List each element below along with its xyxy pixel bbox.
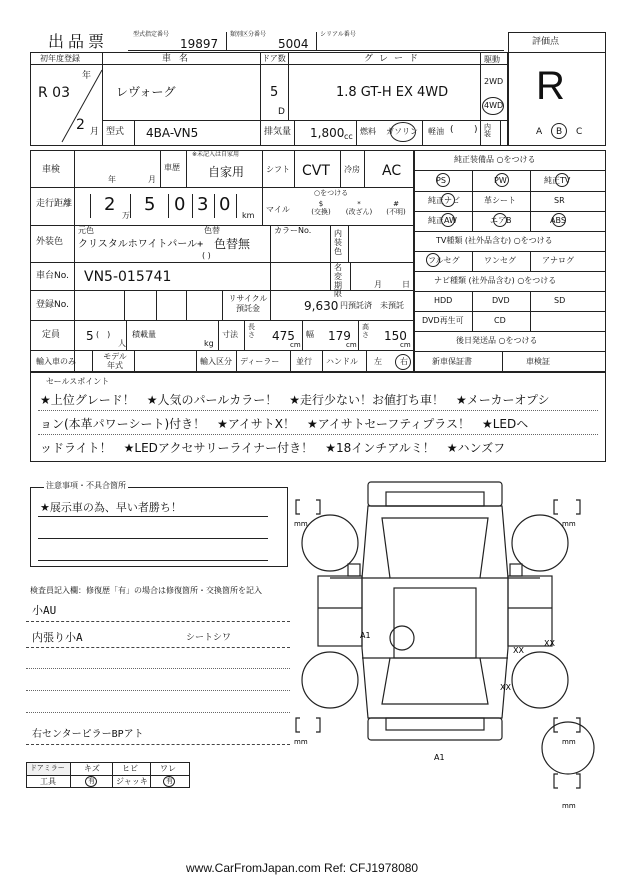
mileage-digit-5: 0 bbox=[219, 194, 231, 215]
nav-title: ナビ種類 (社外品含む) ○をつける bbox=[434, 276, 557, 285]
sales-label: セールスポイント bbox=[46, 377, 110, 386]
category-label: 類別区分番号 bbox=[230, 31, 267, 38]
fuel-gas: ガソリン bbox=[386, 127, 418, 136]
tire-rear-left bbox=[302, 652, 358, 708]
drive-4wd-circle bbox=[482, 97, 504, 115]
mm-label-2: mm bbox=[562, 520, 576, 528]
equip-abs: ABS bbox=[550, 216, 566, 225]
mm-label-5: mm bbox=[562, 802, 576, 810]
equip-ps: PS bbox=[436, 176, 446, 185]
eval-score: R bbox=[536, 64, 565, 108]
length-value: 475 bbox=[272, 329, 295, 343]
sales-line-1: ★上位グレード！ ★人気のパールカラー！ ★走行少ない！お値打ち車！ ★メーカーオプシ bbox=[40, 393, 550, 407]
height-value: 150 bbox=[384, 329, 407, 343]
reg-no-label: 登録No. bbox=[36, 300, 69, 310]
type-value: 4BA-VN5 bbox=[146, 126, 199, 140]
mm-label-4: mm bbox=[562, 738, 576, 746]
inspector-line-1: 小AU bbox=[32, 604, 57, 617]
car-name: レヴォーグ bbox=[116, 85, 176, 99]
mileage-label: 走行距離 bbox=[36, 199, 73, 209]
fuel-label: 燃料 bbox=[360, 127, 376, 136]
inspector-line-3: 右センターピラーBPアト bbox=[32, 729, 144, 740]
name-change-label: 名変期限 bbox=[334, 263, 342, 299]
tv-fullseg: フルセグ bbox=[428, 256, 460, 265]
width-value: 179 bbox=[328, 329, 351, 343]
equip-sr: SR bbox=[554, 196, 565, 205]
interior-b: B bbox=[556, 127, 563, 137]
tire-rear-right bbox=[512, 652, 568, 708]
equip-airbag: エアB bbox=[490, 216, 512, 225]
grade-label: グレード bbox=[364, 54, 425, 64]
year-label: 初年度登録 bbox=[40, 54, 80, 63]
svg-text:XX: XX bbox=[544, 639, 555, 648]
vin-label: 車台No. bbox=[36, 271, 69, 281]
equip-aw: 純正AW bbox=[428, 216, 457, 225]
interior-color-label: 内装色 bbox=[334, 229, 342, 256]
mm-label-1: mm bbox=[294, 520, 308, 528]
history-label: 車歴 bbox=[164, 163, 180, 172]
handle-right-circle bbox=[395, 354, 411, 370]
model-designation-label: 型式指定番号 bbox=[133, 31, 170, 38]
mileage-digit-4: 3 bbox=[197, 194, 209, 215]
recycle-value: 9,630 bbox=[304, 299, 339, 313]
damage-mark-a1-left: A1 bbox=[360, 631, 371, 640]
exterior-label: 外装色 bbox=[36, 237, 64, 247]
color-change: 色替無 bbox=[214, 237, 251, 251]
equipment-title: 純正装備品 ○をつける bbox=[454, 155, 536, 164]
interior-label: 内装 bbox=[484, 123, 491, 138]
equip-leather: 革シート bbox=[484, 196, 516, 205]
mileage-digit-2: 5 bbox=[144, 194, 156, 215]
drive-label: 駆動 bbox=[484, 55, 500, 64]
history-value: 自家用 bbox=[208, 165, 245, 179]
ac-label: 冷房 bbox=[344, 165, 360, 174]
doors-label: ドア数 bbox=[262, 54, 286, 63]
inspector-line-2a: 内張り小A bbox=[32, 631, 83, 644]
sales-line-2: ョン(本革パワーシート)付き！ ★アイサトX！ ★アイサトセーフティプラス！ ★LEDヘ bbox=[40, 417, 529, 431]
mileage-digit-3: 0 bbox=[174, 194, 186, 215]
mm-label-3: mm bbox=[294, 738, 308, 746]
car-damage-diagram bbox=[290, 478, 620, 818]
notes-box bbox=[30, 487, 288, 567]
capacity-value: 5 bbox=[86, 329, 94, 343]
notes-label: 注意事項・不具合箇所 bbox=[46, 481, 126, 490]
type-label: 型式 bbox=[106, 127, 125, 137]
tools-yes: 有 bbox=[88, 777, 95, 785]
tire-front-left bbox=[302, 515, 358, 571]
doors-value: 5 bbox=[270, 85, 279, 100]
mileage-digit-1: 2 bbox=[104, 194, 116, 215]
handle-right: 右 bbox=[400, 357, 408, 366]
serial-label: シリアル番号 bbox=[320, 31, 356, 38]
shift-label: シフト bbox=[266, 165, 290, 174]
fuel-diesel: 軽油 bbox=[428, 127, 444, 136]
tire-spare bbox=[542, 722, 594, 774]
docs-title: 後日発送品 ○をつける bbox=[456, 336, 538, 345]
damage-mark-a1-rear: A1 bbox=[434, 753, 445, 762]
jack-yes: 有 bbox=[166, 777, 173, 785]
damage-mark-xx-2: XX bbox=[500, 683, 511, 692]
car-name-label: 車名 bbox=[162, 54, 197, 64]
damage-mark-xx-1: XX bbox=[513, 646, 524, 655]
import-label: 輸入車のみ bbox=[36, 357, 76, 366]
era-year: R 03 bbox=[38, 85, 70, 101]
original-color: クリスタルホワイトパール+ bbox=[78, 239, 204, 250]
equip-nav: 純正ナビ bbox=[428, 196, 460, 205]
interior-b-circle bbox=[551, 123, 567, 139]
sales-line-3: ッドライト！ ★LEDアクセサリーライナー付き！ ★18インチアルミ！ ★ハンズフ bbox=[40, 441, 506, 455]
capacity-label: 定員 bbox=[42, 330, 61, 340]
inspector-label: 検査員記入欄：修復歴「有」の場合は修復箇所・交換箇所を記入 bbox=[30, 586, 262, 595]
drive-4wd: 4WD bbox=[484, 101, 504, 110]
category-value: 5004 bbox=[278, 37, 309, 51]
tv-title: TV種類 (社外品含む) ○をつける bbox=[436, 236, 553, 245]
fuel-gas-circle bbox=[390, 122, 416, 142]
tv-oneseg: ワンセグ bbox=[484, 256, 516, 265]
vin-value: VN5-015741 bbox=[84, 269, 172, 285]
shaken-label: 車検 bbox=[42, 165, 61, 175]
inspector-line-2b: シートシワ bbox=[186, 633, 232, 643]
ac-value: AC bbox=[382, 163, 402, 179]
displacement-value: 1,800 bbox=[310, 126, 345, 140]
reg-month: 2 bbox=[76, 117, 85, 133]
shift-value: CVT bbox=[302, 163, 330, 179]
displacement-label: 排気量 bbox=[264, 127, 292, 137]
notes-line-1: ★展示車の為、早い者勝ち！ bbox=[40, 501, 182, 514]
watermark: www.CarFromJapan.com Ref: CFJ1978080 bbox=[186, 861, 419, 875]
model-designation-value: 19897 bbox=[180, 37, 219, 51]
tv-analog: アナログ bbox=[542, 256, 574, 265]
tire-front-right bbox=[512, 515, 568, 571]
drive-2wd: 2WD bbox=[484, 77, 504, 86]
equip-pw: PW bbox=[494, 176, 507, 185]
eval-label: 評価点 bbox=[532, 37, 560, 47]
color-no-label: カラーNo. bbox=[274, 226, 312, 235]
grade-value: 1.8 GT-H EX 4WD bbox=[336, 85, 449, 100]
recycle-label: リサイクル預託金 bbox=[228, 294, 268, 313]
equip-tv: 純正TV bbox=[544, 176, 571, 185]
form-title: 出品票 bbox=[48, 32, 109, 51]
